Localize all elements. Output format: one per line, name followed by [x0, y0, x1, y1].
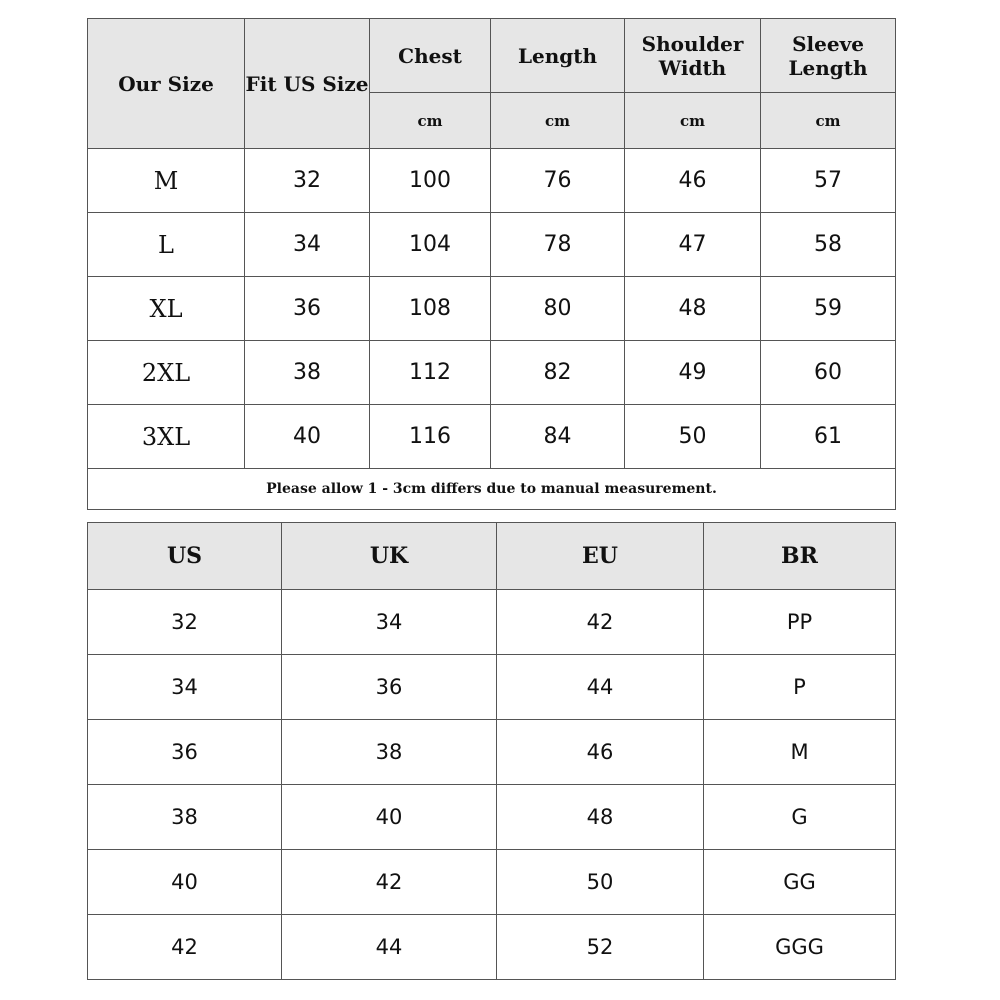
table-row [88, 213, 896, 277]
shoulder-value: 47 [625, 213, 761, 277]
table-row [88, 655, 896, 720]
sleeve-value: 60 [761, 341, 896, 405]
shoulder-value: 50 [625, 405, 761, 469]
unit-chest: cm [370, 93, 491, 149]
header-uk: UK [282, 523, 497, 590]
length-value: 76 [491, 149, 625, 213]
sleeve-value: 59 [761, 277, 896, 341]
br-value: P [704, 655, 896, 720]
uk-value: 42 [282, 850, 497, 915]
header-eu: EU [497, 523, 704, 590]
br-value: GG [704, 850, 896, 915]
length-value: 78 [491, 213, 625, 277]
shoulder-value: 46 [625, 149, 761, 213]
size-label: L [88, 213, 245, 277]
uk-value: 34 [282, 590, 497, 655]
us-value: 34 [88, 655, 282, 720]
unit-length: cm [491, 93, 625, 149]
header-sleeve-length: Sleeve Length [761, 19, 896, 93]
table-row [88, 405, 896, 469]
us-size-value: 32 [245, 149, 370, 213]
unit-shoulder-width: cm [625, 93, 761, 149]
uk-value: 36 [282, 655, 497, 720]
shoulder-value: 48 [625, 277, 761, 341]
us-size-value: 36 [245, 277, 370, 341]
size-label: 2XL [88, 341, 245, 405]
header-chest: Chest [370, 19, 491, 93]
br-value: M [704, 720, 896, 785]
table-row [88, 149, 896, 213]
size-label: 3XL [88, 405, 245, 469]
table-row [88, 785, 896, 850]
br-value: G [704, 785, 896, 850]
length-value: 82 [491, 341, 625, 405]
header-our-size: Our Size [88, 19, 245, 149]
eu-value: 42 [497, 590, 704, 655]
us-size-value: 34 [245, 213, 370, 277]
us-size-value: 38 [245, 341, 370, 405]
table-row [88, 720, 896, 785]
size-label: M [88, 149, 245, 213]
sleeve-value: 61 [761, 405, 896, 469]
us-size-value: 40 [245, 405, 370, 469]
sleeve-value: 58 [761, 213, 896, 277]
us-value: 42 [88, 915, 282, 980]
header-fit-us-size: Fit US Size [245, 19, 370, 149]
size-label: XL [88, 277, 245, 341]
br-value: PP [704, 590, 896, 655]
uk-value: 44 [282, 915, 497, 980]
chest-value: 112 [370, 341, 491, 405]
chest-value: 100 [370, 149, 491, 213]
size-chart-table [87, 18, 896, 510]
length-value: 84 [491, 405, 625, 469]
us-value: 36 [88, 720, 282, 785]
eu-value: 50 [497, 850, 704, 915]
chest-value: 116 [370, 405, 491, 469]
br-value: GGG [704, 915, 896, 980]
unit-sleeve-length: cm [761, 93, 896, 149]
sleeve-value: 57 [761, 149, 896, 213]
uk-value: 38 [282, 720, 497, 785]
eu-value: 46 [497, 720, 704, 785]
eu-value: 44 [497, 655, 704, 720]
header-br: BR [704, 523, 896, 590]
shoulder-value: 49 [625, 341, 761, 405]
header-shoulder-width: Shoulder Width [625, 19, 761, 93]
header-length: Length [491, 19, 625, 93]
table-row [88, 915, 896, 980]
eu-value: 52 [497, 915, 704, 980]
uk-value: 40 [282, 785, 497, 850]
table-row [88, 850, 896, 915]
length-value: 80 [491, 277, 625, 341]
chest-value: 104 [370, 213, 491, 277]
table-row [88, 590, 896, 655]
measurement-note: Please allow 1 - 3cm differs due to manual measurement. [88, 469, 896, 510]
us-value: 40 [88, 850, 282, 915]
table-row [88, 277, 896, 341]
eu-value: 48 [497, 785, 704, 850]
size-conversion-table [87, 522, 896, 980]
table-row [88, 341, 896, 405]
chest-value: 108 [370, 277, 491, 341]
us-value: 38 [88, 785, 282, 850]
us-value: 32 [88, 590, 282, 655]
header-us: US [88, 523, 282, 590]
